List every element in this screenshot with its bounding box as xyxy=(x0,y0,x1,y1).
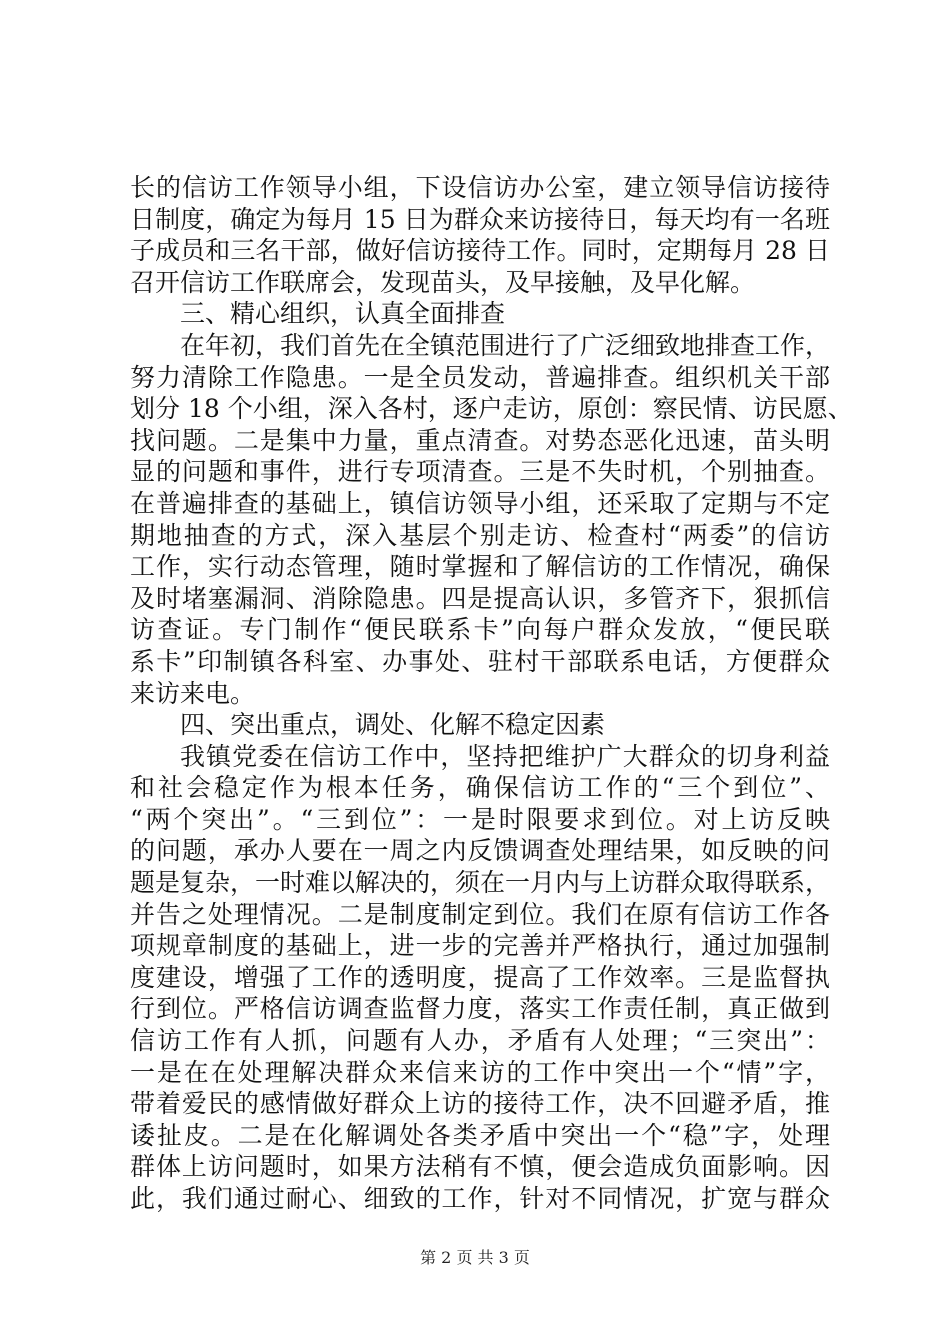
text-line: 并告之处理情况。二是制度制定到位。我们在原有信访工作各 xyxy=(130,899,830,929)
text-line: 在年初，我们首先在全镇范围进行了广泛细致地排查工作， xyxy=(180,330,831,360)
text-line: 在普遍排查的基础上，镇信访领导小组，还采取了定期与不定 xyxy=(130,488,830,518)
text-line: 信访工作有人抓，问题有人办，矛盾有人处理；“三突出”： xyxy=(130,1026,830,1056)
section-heading-3: 三、精心组织，认真全面排查 xyxy=(180,299,506,329)
text-line: 带着爱民的感情做好群众上访的接待工作，决不回避矛盾，推 xyxy=(130,1089,830,1119)
text-line: 期地抽查的方式，深入基层个别走访、检查村“两委”的信访 xyxy=(130,520,830,550)
text-line: 项规章制度的基础上，进一步的完善并严格执行，通过加强制 xyxy=(130,931,830,961)
text-line: 工作，实行动态管理，随时掌握和了解信访的工作情况，确保 xyxy=(130,552,830,582)
text-line: 题是复杂，一时难以解决的，须在一月内与上访群众取得联系， xyxy=(130,868,831,898)
text-line: 和社会稳定作为根本任务，确保信访工作的“三个到位”、 xyxy=(130,773,830,803)
text-line: 日制度，确定为每月 15 日为群众来访接待日，每天均有一名班 xyxy=(130,204,830,234)
text-line: 找问题。二是集中力量，重点清查。对势态恶化迅速，苗头明 xyxy=(130,425,830,455)
text-line: 访查证。专门制作“便民联系卡”向每户群众发放，“便民联 xyxy=(130,615,830,645)
text-line: “两个突出”。“三到位”：一是时限要求到位。对上访反映 xyxy=(130,804,830,834)
paragraph-section-4 xyxy=(130,741,830,1215)
page-number-footer: 第 2 页 共 3 页 xyxy=(420,1248,530,1267)
text-line: 努力清除工作隐患。一是全员发动，普遍排查。组织机关干部 xyxy=(130,362,830,392)
text-line: 子成员和三名干部，做好信访接待工作。同时，定期每月 28 日 xyxy=(130,236,830,266)
text-line: 一是在在处理解决群众来信来访的工作中突出一个“情”字， xyxy=(130,1057,830,1087)
text-line: 度建设，增强了工作的透明度，提高了工作效率。三是监督执 xyxy=(130,962,830,992)
paragraph-continued xyxy=(130,172,830,298)
text-line: 行到位。严格信访调查监督力度，落实工作责任制，真正做到 xyxy=(130,994,830,1024)
text-line: 长的信访工作领导小组，下设信访办公室，建立领导信访接待 xyxy=(130,173,830,202)
text-line: 划分 18 个小组，深入各村，逐户走访，原创：察民情、访民愿、 xyxy=(130,394,853,424)
text-line: 显的问题和事件，进行专项清查。三是不失时机，个别抽查。 xyxy=(130,457,830,487)
paragraph-section-3 xyxy=(130,330,853,709)
text-line: 系卡”印制镇各科室、办事处、驻村干部联系电话，方便群众 xyxy=(130,646,830,676)
text-line: 及时堵塞漏洞、消除隐患。四是提高认识，多管齐下，狠抓信 xyxy=(130,583,830,613)
document-body xyxy=(130,172,853,1215)
text-line: 我镇党委在信访工作中，坚持把维护广大群众的切身利益 xyxy=(180,741,830,771)
text-line: 群体上访问题时，如果方法稍有不慎，便会造成负面影响。因 xyxy=(130,1152,830,1182)
text-line: 召开信访工作联席会，发现苗头，及早接触，及早化解。 xyxy=(130,267,756,297)
text-line: 来访来电。 xyxy=(130,678,256,708)
text-line: 此，我们通过耐心、细致的工作，针对不同情况，扩宽与群众 xyxy=(130,1184,830,1213)
text-line: 诿扯皮。二是在化解调处各类矛盾中突出一个“稳”字，处理 xyxy=(130,1120,830,1150)
section-heading-4: 四、突出重点，调处、化解不稳定因素 xyxy=(180,710,606,740)
text-line: 的问题，承办人要在一周之内反馈调查处理结果，如反映的问 xyxy=(130,836,830,866)
